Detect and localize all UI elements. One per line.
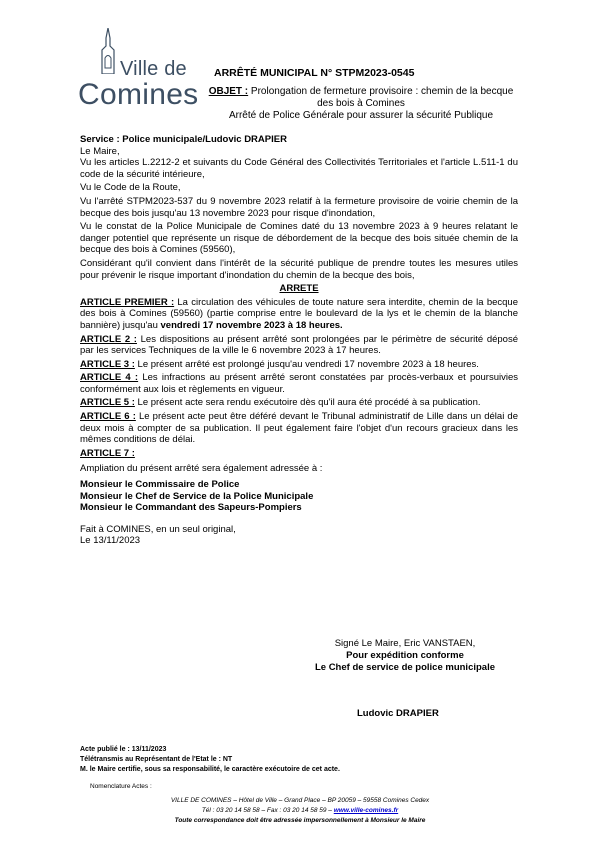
- article-1: [80, 297, 518, 332]
- signature-block: [290, 638, 520, 674]
- article-5-text: Le présent acte sera rendu exécutoire dès qu'il aura été procédé à sa publication.: [134, 397, 481, 409]
- article-6-label: ARTICLE 6 :: [80, 411, 136, 423]
- article-1-text: La circulation des véhicules de toute nature sera interdite, chemin de la becque des bois à Comines (59560) (partie comprise entre le boulevard de la lys et le chemin de la blanche bannière) jusqu'au: [80, 296, 519, 331]
- article-3-label: ARTICLE 3 :: [80, 358, 135, 370]
- vu-paragraph-2: Vu le Code de la Route,: [80, 182, 181, 194]
- vu-paragraph-4: Vu le constat de la Police Municipale de Comines daté du 13 novembre 2023 à 9 heures relatant le danger potentiel que représente un risque de débordement de la becque des bois située chemin de la becque des bois à Comines (59560),: [80, 221, 518, 256]
- article-2-label: ARTICLE 2 :: [80, 333, 137, 345]
- signature-mayor: Signé Le Maire, Eric VANSTAEN,: [334, 638, 476, 649]
- objet-label: OBJET :: [208, 86, 249, 97]
- article-4: [80, 372, 518, 395]
- article-5: [80, 397, 518, 409]
- signature-certified: Pour expédition conforme: [346, 650, 464, 661]
- objet-sub: Arrêté de Police Générale pour assurer la sécurité Publique: [228, 110, 494, 121]
- service-line: Service : Police municipale/Ludovic DRAPIER: [80, 134, 287, 145]
- city-logo: [78, 28, 199, 111]
- certifie-line: M. le Maire certifie, sous sa responsabilité, le caractère exécutoire de cet acte.: [80, 766, 340, 773]
- address-line: VILLE DE COMINES – Hôtel de Ville – Grand Place – BP 20059 – 59558 Comines Cedex: [170, 797, 430, 804]
- ampliation-line: Ampliation du présent arrêté sera également adressée à :: [80, 463, 323, 475]
- arrete-heading: ARRETE: [279, 283, 319, 295]
- article-3-text: Le présent arrêté est prolongé jusqu'au vendredi 17 novembre 2023 à 18 heures.: [134, 358, 479, 370]
- article-1-deadline: vendredi 17 novembre 2023 à 18 heures.: [160, 319, 343, 331]
- publie-line: Acte publié le : 13/11/2023: [80, 746, 167, 753]
- publication-info: [80, 745, 340, 775]
- article-3: [80, 359, 518, 371]
- article-4-label: ARTICLE 4 :: [80, 372, 139, 384]
- considerant-paragraph: Considérant qu'il convient dans l'intérêt de la sécurité publique de prendre toutes les mesures utiles pour prévenir le risque important d'inondation du chemin de la becque des bois,: [80, 257, 518, 281]
- article-2: [80, 334, 518, 357]
- signature-chief: Le Chef de service de police municipale: [314, 662, 496, 673]
- nomenclature-line: Nomenclature Actes :: [90, 783, 152, 790]
- objet-block: [205, 86, 517, 122]
- document-body: [80, 134, 518, 547]
- logo-text-ville: Ville de: [120, 58, 187, 80]
- article-5-label: ARTICLE 5 :: [80, 397, 135, 409]
- fait-line: Fait à COMINES, en un seul original,: [80, 523, 236, 535]
- maire-line: Le Maire,: [80, 145, 120, 157]
- article-7: [80, 448, 518, 460]
- document-title: ARRÊTÉ MUNICIPAL N° STPM2023-0545: [214, 67, 415, 79]
- recipient-3: Monsieur le Commandant des Sapeurs-Pompiers: [80, 502, 302, 514]
- vu-paragraph-3: Vu l'arrêté STPM2023-537 du 9 novembre 2023 relatif à la fermeture provisoire de voirie chemin de la becque des bois jusqu'au 13 novembre 2023 pour risque d'inondation,: [80, 195, 518, 219]
- teletransmis-line: Télétransmis au Représentant de l'Etat le : NT: [80, 756, 233, 763]
- logo-text-comines: Comines: [78, 78, 199, 111]
- notice-line: Toute correspondance doit être adressée impersonnellement à Monsieur le Maire: [174, 817, 426, 824]
- vu-paragraph-1: Vu les articles L.2212-2 et suivants du Code Général des Collectivités Territoriales et l'article L.511-1 du code de la sécurité intérieure,: [80, 157, 518, 180]
- recipient-2: Monsieur le Chef de Service de la Police Municipale: [80, 490, 314, 502]
- website-link[interactable]: www.ville-comines.fr: [333, 807, 399, 814]
- article-1-label: ARTICLE PREMIER :: [80, 296, 175, 308]
- address-footer: [100, 796, 500, 826]
- article-6-text: Le présent acte peut être déféré devant le Tribunal administratif de Lille dans un délai de deux mois à compter de sa publication. Il peut également faire l'objet d'un recours gracieux dans les mêmes conditions de délai.: [80, 411, 519, 446]
- article-7-label: ARTICLE 7 :: [80, 447, 135, 459]
- contact-line: [100, 806, 500, 816]
- objet-text: Prolongation de fermeture provisoire : chemin de la becque des bois à Comines: [248, 86, 514, 109]
- church-icon: [98, 28, 118, 74]
- recipient-1: Monsieur le Commissaire de Police: [80, 479, 240, 491]
- contact-text: Tél : 03 20 14 58 58 – Fax : 03 20 14 58 59 –: [201, 807, 334, 814]
- article-6: [80, 411, 518, 446]
- article-4-text: Les infractions au présent arrêté seront constatées par procès-verbaux et poursuivies conformément aux lois et règlements en vigueur.: [80, 372, 519, 395]
- signatory-name: Ludovic DRAPIER: [357, 708, 439, 719]
- article-2-text: Les dispositions au présent arrêté sont prolongées par le périmètre de sécurité déposé par les services Techniques de la ville le 6 novembre 2023 à 17 heures.: [80, 333, 518, 357]
- date-line: Le 13/11/2023: [80, 535, 141, 547]
